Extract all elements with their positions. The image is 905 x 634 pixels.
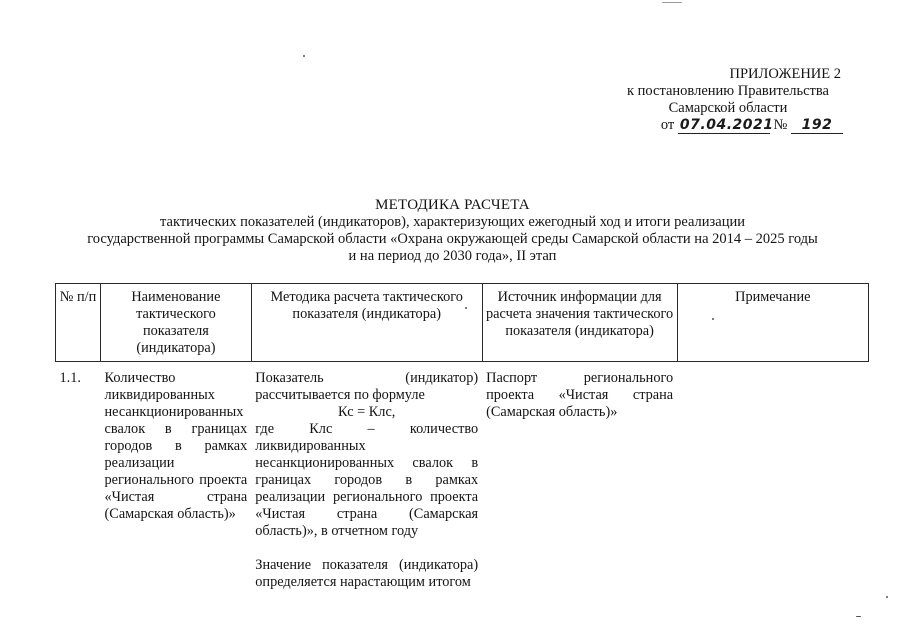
appendix-line-1: к постановлению Правительства: [627, 83, 829, 99]
header-indicator-name: Наименование тактического показателя (индикатора): [101, 284, 252, 362]
row-indicator-name: Количество ликвидированных несанкционированных свалок в границах городов в рамках реализации регионального проекта «Чистая страна (Самарская область)»: [104, 370, 248, 522]
appendix-line-2: Самарской области: [668, 100, 788, 116]
scan-speck: [662, 2, 682, 3]
appendix-date-row: [543, 117, 843, 134]
number-prefix: №: [773, 117, 788, 133]
row-number: 1.1.: [59, 370, 81, 386]
handwritten-number: 192: [791, 118, 843, 134]
scan-speck: [856, 616, 861, 617]
scan-speck: [712, 318, 714, 320]
method-explanation: где Клс – количество ликвидированных несанкционированных свалок в границах городов в рамках реализации регионального проекта «Чистая страна (Самарская область)», в отчетном году: [255, 421, 479, 539]
row-remark: [677, 362, 868, 592]
method-intro: Показатель (индикатор) рассчитывается по формуле: [255, 370, 479, 403]
methodology-table: [55, 283, 869, 591]
appendix-block: [543, 66, 843, 134]
document-title-block: [0, 197, 905, 265]
method-formula: Кс = Клс,: [338, 404, 396, 420]
document-subtitle-line-1: тактических показателей (индикаторов), характеризующих ежегодный ход и итоги реализации: [160, 214, 745, 230]
document-title: МЕТОДИКА РАСЧЕТА: [375, 197, 530, 213]
scan-speck: [465, 307, 467, 309]
row-information-source: Паспорт регионального проекта «Чистая страна (Самарская область)»: [486, 370, 674, 420]
method-note: Значение показателя (индикатора) определяется нарастающим итогом: [255, 557, 479, 590]
date-prefix: от: [660, 117, 675, 133]
handwritten-date: 07.04.2021: [679, 117, 774, 133]
table-header-row: [56, 284, 869, 362]
header-information-source: Источник информации для расчета значения тактического показателя (индикатора): [482, 284, 677, 362]
document-subtitle-line-2: государственной программы Самарской области «Охрана окружающей среды Самарской области на 2014 – 2025 годы: [87, 231, 818, 247]
row-calculation-method: [251, 362, 482, 592]
document-subtitle-line-3: и на период до 2030 года», II этап: [348, 248, 557, 264]
table-row: [56, 362, 869, 592]
appendix-title: ПРИЛОЖЕНИЕ 2: [729, 66, 841, 82]
header-remark: Примечание: [677, 284, 868, 362]
scan-speck: [303, 55, 305, 57]
scan-speck: [886, 596, 888, 598]
header-calculation-method: Методика расчета тактического показателя (индикатора): [251, 284, 482, 362]
header-number: № п/п: [56, 284, 101, 362]
